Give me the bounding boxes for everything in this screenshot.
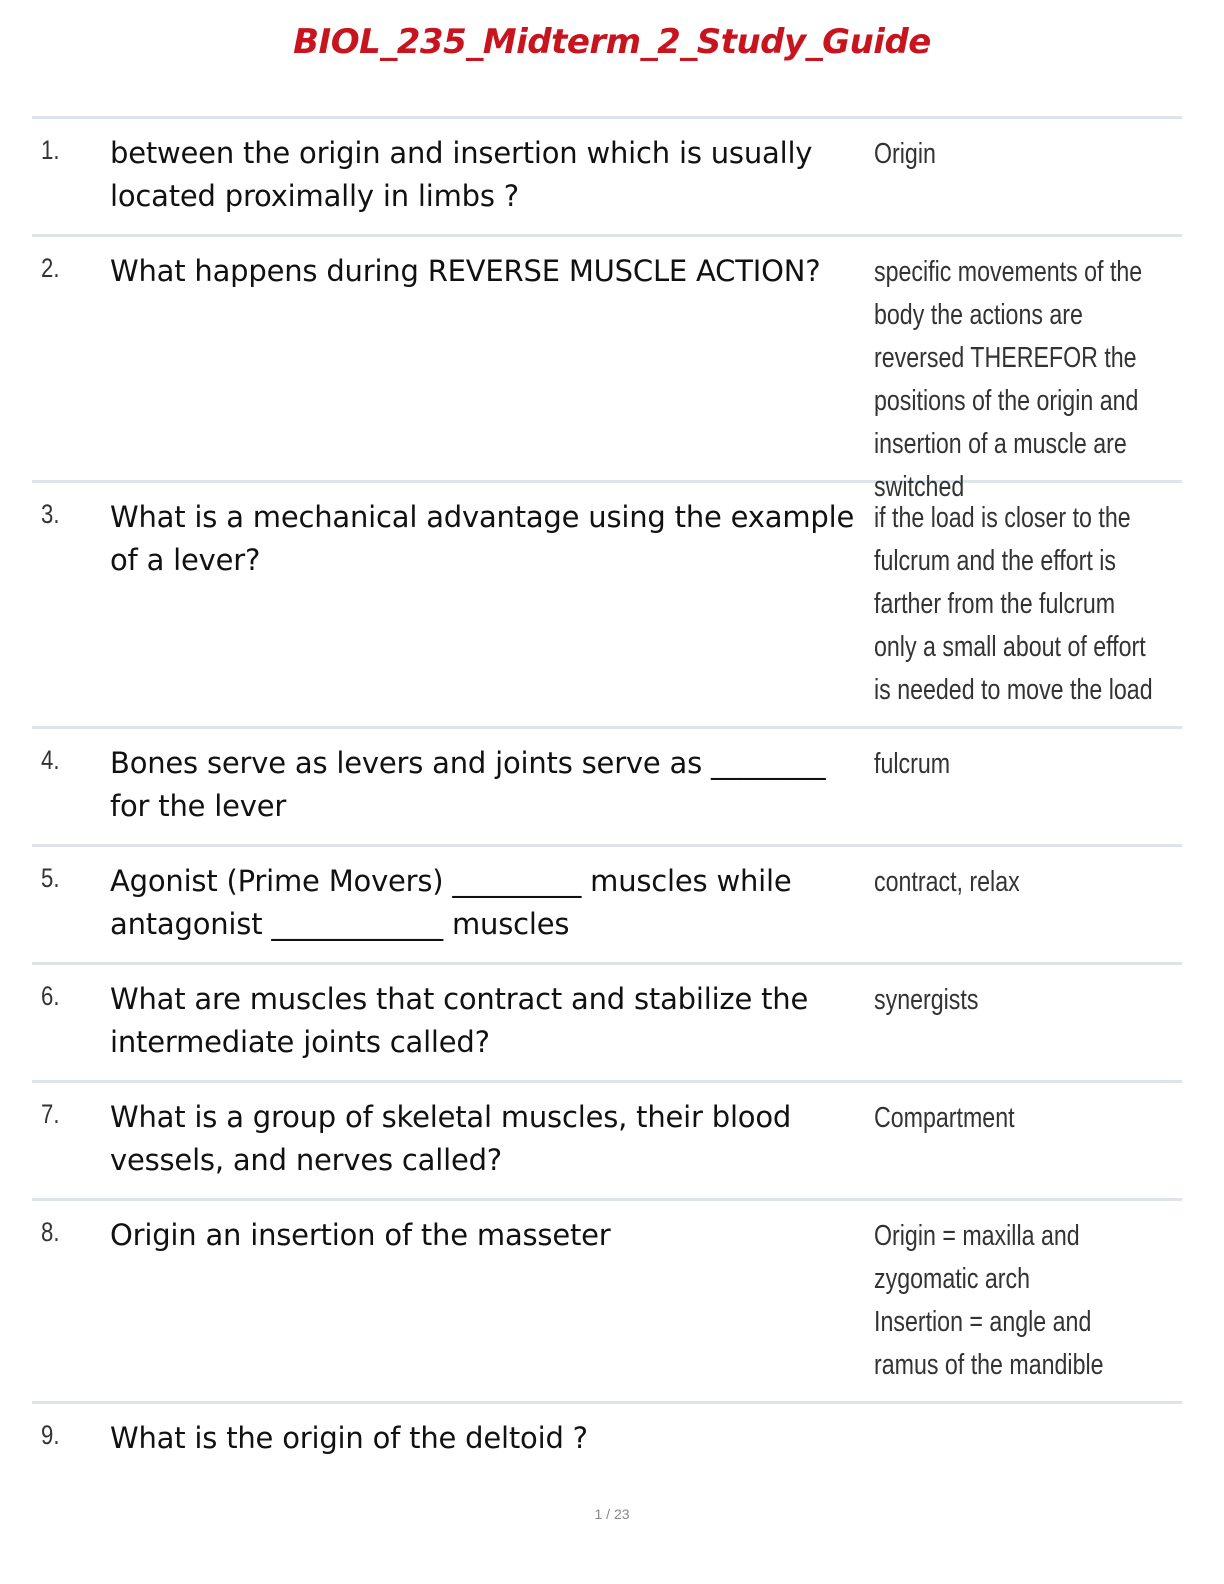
card-number: 8. bbox=[41, 1217, 60, 1247]
card-number: 7. bbox=[41, 1099, 60, 1129]
card-term: Agonist (Prime Movers) _________ muscles while antagonist ____________ muscles bbox=[110, 864, 792, 941]
card-definition: fulcrum bbox=[874, 748, 951, 780]
card-term: between the origin and insertion which is usually located proximally in limbs ? bbox=[110, 136, 813, 213]
card-definition: Origin = maxilla and zygomatic arch Insertion = angle and ramus of the mandible bbox=[874, 1220, 1104, 1381]
flashcard bbox=[32, 483, 1182, 729]
flashcard bbox=[32, 1083, 1182, 1201]
card-number: 3. bbox=[41, 499, 60, 529]
card-number: 6. bbox=[41, 981, 60, 1011]
flashcard bbox=[32, 847, 1182, 965]
card-definition: Origin bbox=[874, 138, 936, 170]
flashcard bbox=[32, 1404, 1182, 1504]
card-definition: synergists bbox=[874, 984, 979, 1016]
card-term: What happens during REVERSE MUSCLE ACTION? bbox=[110, 254, 821, 288]
card-definition: if the load is closer to the fulcrum and the effort is farther from the fulcrum only a small about of effort is needed to move the load bbox=[874, 502, 1153, 706]
card-definition: Compartment bbox=[874, 1102, 1015, 1134]
flashcard bbox=[32, 119, 1182, 237]
document-title: BIOL_235_Midterm_2_Study_Guide bbox=[293, 22, 931, 62]
flashcard bbox=[32, 237, 1182, 503]
page-indicator: 1 / 23 bbox=[594, 1506, 630, 1522]
flashcard-list bbox=[32, 116, 1182, 1504]
card-number: 4. bbox=[41, 745, 60, 775]
card-term: Bones serve as levers and joints serve as ________ for the lever bbox=[110, 746, 826, 823]
flashcard bbox=[32, 965, 1182, 1083]
card-term: What is a group of skeletal muscles, their blood vessels, and nerves called? bbox=[110, 1100, 792, 1177]
card-term: What is a mechanical advantage using the example of a lever? bbox=[110, 500, 855, 577]
card-definition: contract, relax bbox=[874, 866, 1020, 898]
card-term: Origin an insertion of the masseter bbox=[110, 1218, 611, 1252]
card-number: 2. bbox=[41, 253, 60, 283]
card-term: What are muscles that contract and stabilize the intermediate joints called? bbox=[110, 982, 809, 1059]
card-number: 5. bbox=[41, 863, 60, 893]
flashcard bbox=[32, 1201, 1182, 1404]
card-number: 9. bbox=[41, 1420, 60, 1450]
card-number: 1. bbox=[41, 135, 60, 165]
flashcard bbox=[32, 729, 1182, 847]
card-term: What is the origin of the deltoid ? bbox=[110, 1421, 588, 1455]
card-definition: specific movements of the body the actions are reversed THEREFOR the positions of the origin and insertion of a muscle are switched bbox=[874, 256, 1143, 503]
